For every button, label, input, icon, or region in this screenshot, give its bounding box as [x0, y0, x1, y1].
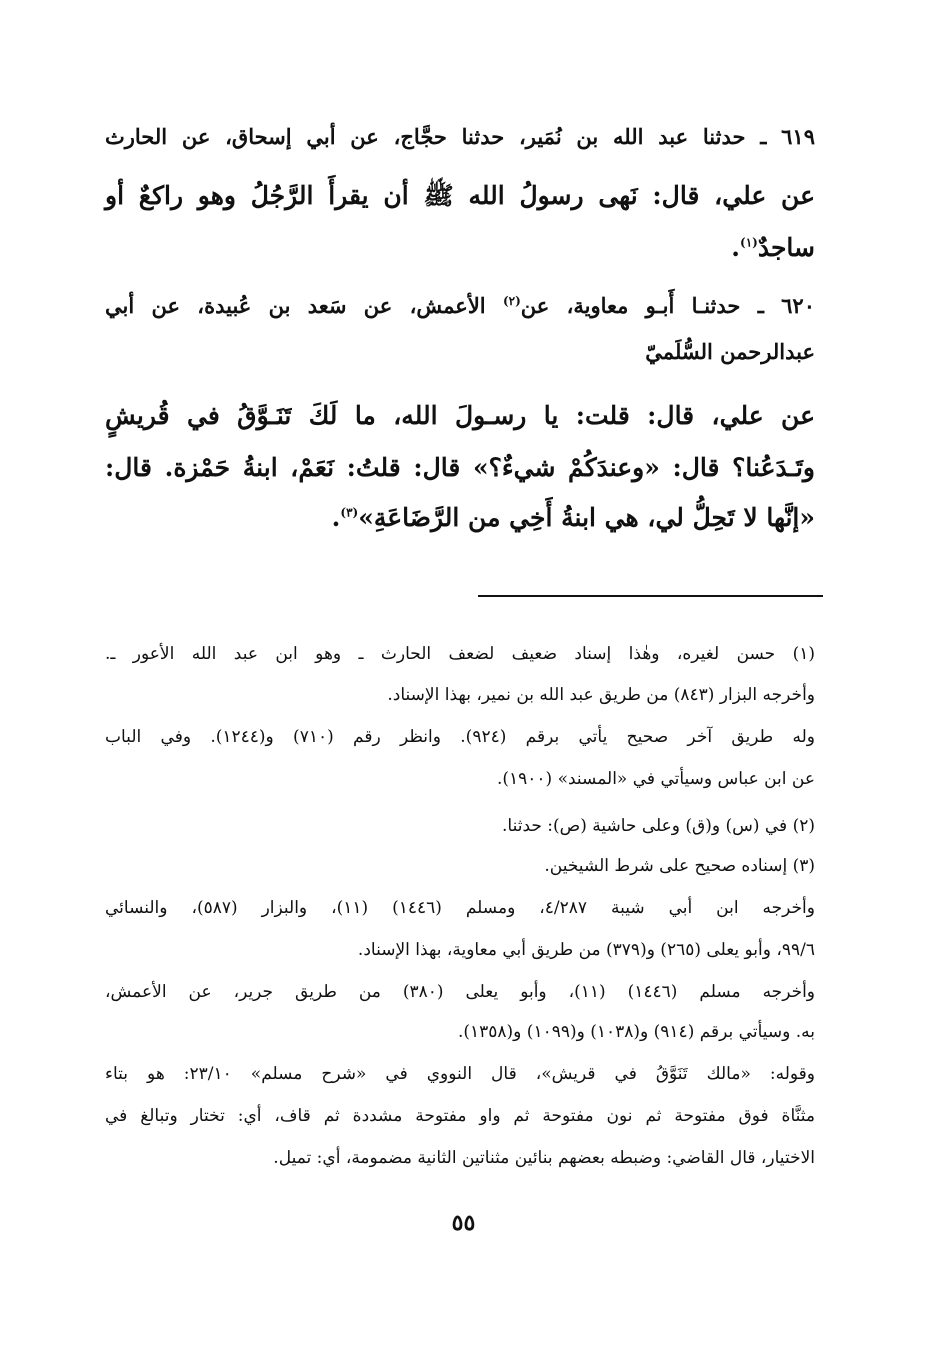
hadith-619-text-line-1: عن علي، قال: نَهى رسولُ الله ﷺ أن يقرأَ الرَّجُلُ وهو راكعٌ أو: [105, 181, 815, 210]
hadith-619-text-line-2: [105, 235, 815, 260]
footnote-3-line-2: وأخرجه ابن أبي شيبة ٤/٢٨٧، ومسلم (١٤٤٦) (١١)، والبزار (٥٨٧)، والنسائي: [105, 898, 815, 918]
footnote-1-line-1: (١) حسن لغيره، وهٰذا إسناد ضعيف لضعف الحارث ـ وهو ابن عبد الله الأعور ـ.: [105, 644, 815, 664]
hadith-619-text-end: ساجدٌ: [757, 233, 815, 262]
footnote-1-line-4: عن ابن عباس وسيأتي في «المسند» (١٩٠٠).: [496, 769, 815, 789]
footnote-ref-3: (٣): [340, 505, 359, 520]
hadith-620-chain-line-1: [105, 295, 815, 316]
footnote-1-line-2: وأخرجه البزار (٨٤٣) من طريق عبد الله بن نمير، بهذا الإسناد.: [387, 685, 815, 705]
footnote-3-line-5: به. وسيأتي برقم (٩١٤) و(١٠٣٨) و(١٠٩٩) و(١٣٥٨).: [457, 1022, 815, 1042]
hadith-619-period: .: [731, 233, 741, 262]
footnote-ref-1: (١): [740, 235, 758, 250]
hadith-620-text-line-1: عن علي، قال: قلت: يا رسـولَ الله، ما لَكَ تَنَـوَّقُ في قُريشٍ: [105, 401, 815, 430]
hadith-620-text-line-3: [105, 505, 815, 530]
footnote-1-line-3: وله طريق آخر صحيح يأتي برقم (٩٢٤). وانظر رقم (٧١٠) و(١٢٤٤). وفي الباب: [105, 727, 815, 747]
hadith-620-chain-part-a: ٦٢٠ ـ حدثنـا أَبـو معاوية، عن: [520, 293, 815, 318]
hadith-620-chain-part-b: الأعمش، عن سَعد بن عُبيدة، عن أبي: [105, 293, 503, 318]
hadith-620-text-line-2: وتَـدَعُنا؟ قال: «وعندَكُمْ شيءٌ؟» قال: قلتُ: نَعَمْ، ابنةُ حَمْزة. قال:: [105, 453, 815, 482]
footnote-3-line-8: الاختيار، قال القاضي: وضبطه بعضهم بنائين مثناتين الثانية مضمومة، أي: تميل.: [273, 1148, 815, 1168]
footnote-ref-2: (٢): [502, 294, 521, 308]
hadith-620-chain-line-2: عبدالرحمن السُّلَميّ: [645, 339, 815, 364]
hadith-619-chain: ٦١٩ ـ حدثنا عبد الله بن نُمَير، حدثنا حجَّاج، عن أبي إسحاق، عن الحارث: [105, 124, 815, 149]
footnote-3-line-6: وقوله: «مالك تَنَوَّقُ في قريش»، قال النووي في «شرح مسلم» ٢٣/١٠: هو بتاء: [105, 1064, 815, 1084]
footnote-3-line-3: ٩٩/٦، وأبو يعلى (٢٦٥) و(٣٧٩) من طريق أبي معاوية، بهذا الإسناد.: [357, 940, 815, 960]
hadith-620-period: .: [331, 503, 341, 532]
footnote-separator: [478, 595, 823, 597]
hadith-620-text-end: «إنَّها لا تَحِلُّ لي، هي ابنةُ أَخِي من الرَّضَاعَةِ»: [358, 503, 815, 532]
footnote-2: (٢) في (س) و(ق) وعلى حاشية (ص): حدثنا.: [502, 816, 815, 836]
page-number: ٥٥: [451, 1210, 476, 1236]
footnote-3-line-4: وأخرجه مسلم (١٤٤٦) (١١)، وأبو يعلى (٣٨٠) من طريق جرير، عن الأعمش،: [105, 982, 816, 1002]
footnote-3-line-1: (٣) إسناده صحيح على شرط الشيخين.: [544, 856, 815, 876]
footnote-3-line-7: مثنَّاة فوق مفتوحة ثم نون مفتوحة ثم واو مفتوحة مشددة ثم قاف، أي: تختار وتبالغ في: [105, 1106, 815, 1126]
